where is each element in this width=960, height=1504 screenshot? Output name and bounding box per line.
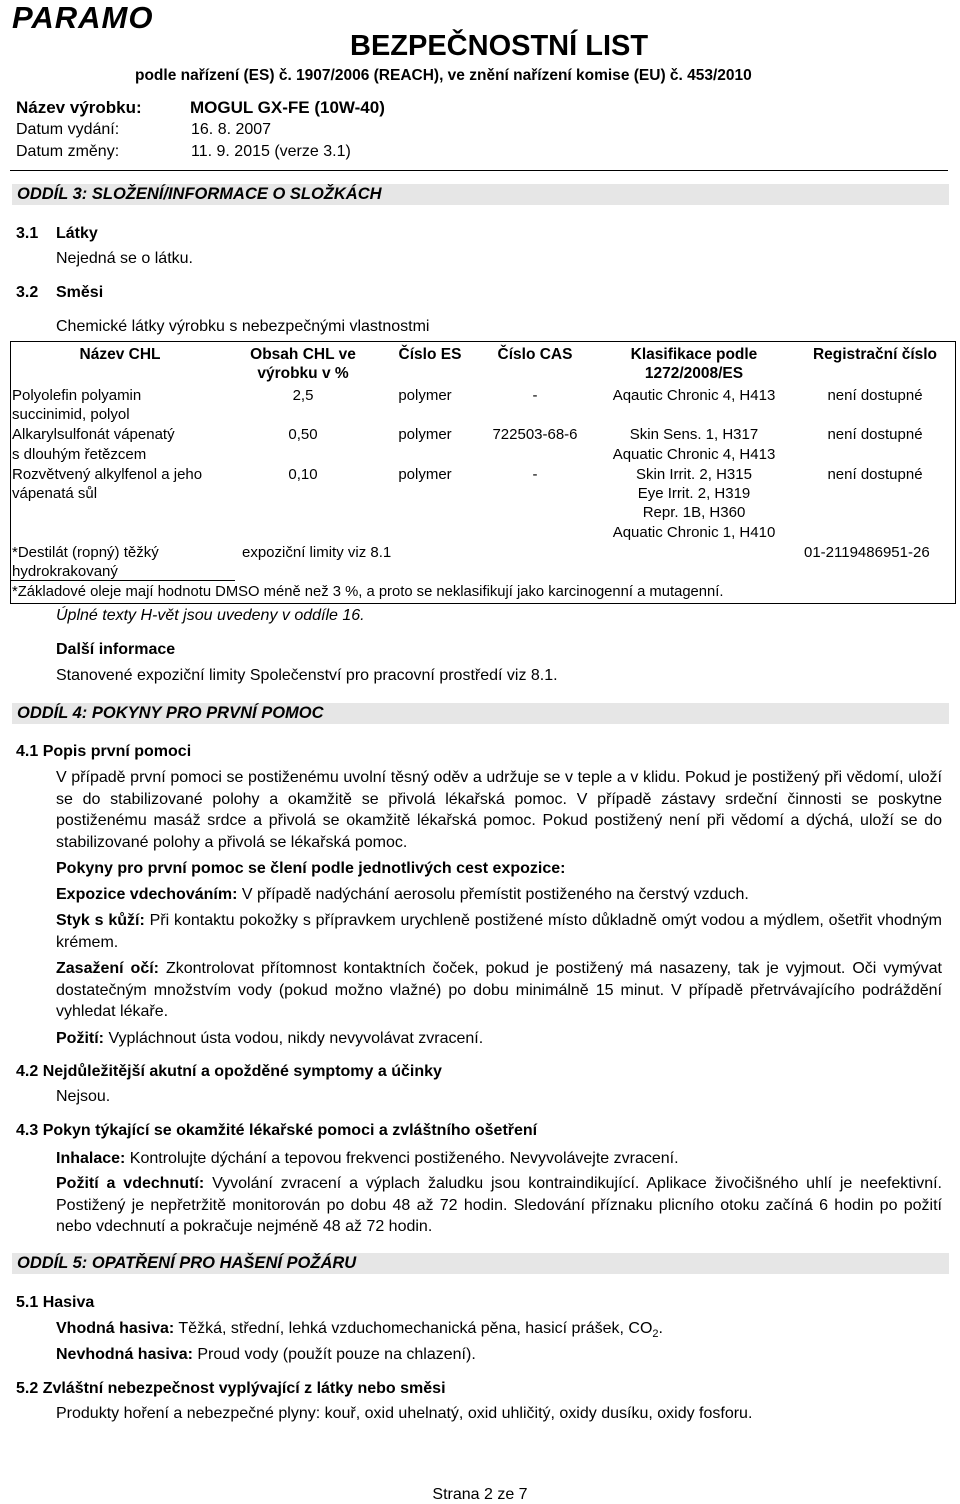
header-rule (10, 170, 948, 171)
row-2-es: polymer (398, 426, 452, 443)
ingestion-text: Vypláchnout ústa vodou, nikdy nevyvolávat zvracení. (104, 1030, 484, 1047)
eye-contact-label: Zasažení očí: (56, 960, 160, 977)
subsection-4-1-title: 4.1 Popis první pomoci (16, 743, 192, 760)
row-1-name-line-2: succinimid, polyol (12, 406, 130, 423)
company-logo: PARAMO (12, 0, 154, 35)
row-3-name-line-1: Rozvětvený alkylfenol a jeho (12, 466, 203, 483)
suitable-media-line (56, 1320, 663, 1340)
row-3-cas: - (532, 466, 538, 483)
row-2-classification-2: Aquatic Chronic 4, H413 (612, 446, 776, 463)
document-title: BEZPEČNOSTNÍ LIST (350, 30, 649, 62)
inhalation-medical-paragraph (56, 1148, 942, 1170)
row-1-content: 2,5 (292, 387, 314, 404)
change-date-label: Datum změny: (16, 143, 120, 160)
h-statements-note: Úplné texty H-vět jsou uvedeny v oddíle 16. (56, 607, 365, 624)
table-border-bottom (10, 603, 956, 604)
further-info-text: Stanovené expoziční limity Společenství pro pracovní prostředí viz 8.1. (56, 667, 558, 684)
eye-contact-paragraph (56, 958, 942, 1023)
ingestion-medical-label: Požití a vdechnutí: (56, 1175, 205, 1192)
row-3-content: 0,10 (288, 466, 318, 483)
section-3-title: ODDÍL 3: SLOŽENÍ/INFORMACE O SLOŽKÁCH (12, 184, 949, 205)
eye-contact-text: Zkontrolovat přítomnost kontaktních čoček, pokud je postižený má nasazeny, tak je vyjmout. Oči vymývat dostatečným množstvím vody (pokud možno vlažné) po dobu minimálně 15 minut. V případě přetrvávajícího podráždění vyhledat lékaře. (56, 960, 942, 1020)
inhalation-label: Expozice vdechováním: (56, 886, 238, 903)
product-name-row (16, 98, 616, 120)
ingestion-medical-text: Vyvolání zvracení a výplach žaludku jsou kontraindikující. Aplikace živočišného uhlí je neefektivní. Postižený je nepřetržitě monitorován po dobu 48 až 72 hodin. Sledování příznaku plicního otoku začíná 6 hodin po požití nebo vdechnutí a pokračuje nejméně 48 až 72 hodin. (56, 1175, 943, 1235)
issue-date-row (16, 121, 616, 141)
first-aid-instructions-heading: Pokyny pro první pomoc se člení podle jednotlivých cest expozice: (56, 860, 566, 877)
row-4-name-line-1: *Destilát (ropný) těžký (12, 544, 159, 561)
inhalation-medical-text: Kontrolujte dýchání a tepovou frekvenci postiženého. Nevyvolávejte zvracení. (125, 1150, 679, 1167)
col-header-classification-2: 1272/2008/ES (644, 365, 744, 382)
subsection-4-2-text: Nejsou. (56, 1088, 111, 1105)
product-name-value: MOGUL GX-FE (10W-40) (190, 98, 385, 117)
issue-date-label: Datum vydání: (16, 121, 120, 138)
issue-date-value: 16. 8. 2007 (191, 121, 272, 138)
row-2-content: 0,50 (288, 426, 318, 443)
skin-contact-text: Při kontaktu pokožky s přípravkem urychleně postižené místo důkladně omýt vodou a mýdlem, ošetřit vhodným krémem. (56, 912, 942, 951)
subsection-3-1-number: 3.1 (16, 225, 39, 242)
inhalation-text: V případě nadýchání aerosolu přemístit postiženého na čerstvý vzduch. (237, 886, 749, 903)
subsection-5-2-text: Produkty hoření a nebezpečné plyny: kouř, oxid uhelnatý, oxid uhličitý, oxidy dusíku, oxidy fosforu. (56, 1405, 753, 1422)
suitable-media-label: Vhodná hasiva: (56, 1320, 175, 1337)
ingestion-medical-paragraph (56, 1173, 942, 1238)
subsection-5-2-title: 5.2 Zvláštní nebezpečnost vyplývající z látky nebo směsi (16, 1380, 446, 1397)
subsection-4-3-title: 4.3 Pokyn týkající se okamžité lékařské pomoci a zvláštního ošetření (16, 1122, 538, 1139)
row-3-name-line-2: vápenatá sůl (12, 485, 98, 502)
suitable-media-subscript: 2 (652, 1328, 659, 1341)
product-name-label: Název výrobku: (16, 98, 142, 117)
row-4-registration: 01-2119486951-26 (804, 544, 930, 561)
row-3-classification-4: Aquatic Chronic 1, H410 (612, 524, 776, 541)
suitable-media-text: Těžká, střední, lehká vzduchomechanická pěna, hasicí prášek, CO (174, 1320, 653, 1337)
row-1-cas: - (532, 387, 538, 404)
row-4-exposure-limits: expoziční limity viz 8.1 (242, 544, 392, 561)
unsuitable-media-text: Proud vody (použít pouze na chlazení). (192, 1346, 476, 1363)
row-2-registration: není dostupné (827, 426, 923, 443)
table-caption: Chemické látky výrobku s nebezpečnými vlastnostmi (56, 318, 430, 335)
change-date-value: 11. 9. 2015 (verze 3.1) (191, 143, 351, 160)
table-border-top (10, 341, 956, 342)
change-date-row (16, 143, 616, 163)
suitable-media-end: . (658, 1320, 663, 1337)
page-number: Strana 2 ze 7 (432, 1486, 528, 1503)
row-3-classification-2: Eye Irrit. 2, H319 (637, 485, 751, 502)
row-1-classification: Aqautic Chronic 4, H413 (612, 387, 776, 404)
skin-contact-label: Styk s kůží: (56, 912, 145, 929)
row-1-es: polymer (398, 387, 452, 404)
table-border-right (955, 341, 956, 604)
skin-contact-paragraph (56, 910, 942, 953)
table-border-left (10, 341, 11, 604)
row-3-classification-1: Skin Irrit. 2, H315 (636, 466, 752, 483)
row-3-es: polymer (398, 466, 452, 483)
row-2-classification-1: Skin Sens. 1, H317 (629, 426, 759, 443)
col-header-classification: Klasifikace podle (630, 346, 758, 363)
col-header-es: Číslo ES (398, 346, 462, 363)
ingestion-label: Požití: (56, 1030, 104, 1047)
col-header-name: Název CHL (79, 346, 161, 363)
table-footnote: *Základové oleje mají hodnotu DMSO méně než 3 %, a proto se neklasifikují jako karcinogenní a mutagenní. (12, 584, 724, 600)
col-header-registration: Registrační číslo (812, 346, 938, 363)
subsection-3-1-title: Látky (56, 225, 98, 242)
subsection-3-1-text: Nejedná se o látku. (56, 250, 193, 267)
row-3-classification-3: Repr. 1B, H360 (642, 504, 746, 521)
row-2-name-line-2: s dlouhým řetězcem (12, 446, 147, 463)
unsuitable-media-line (56, 1346, 476, 1364)
ingestion-paragraph (56, 1028, 942, 1050)
col-header-cas: Číslo CAS (497, 346, 573, 363)
further-info-title: Další informace (56, 641, 176, 658)
row-1-name-line-1: Polyolefin polyamin (12, 387, 142, 404)
subsection-3-2-number: 3.2 (16, 284, 39, 301)
subsection-3-2-title: Směsi (56, 284, 104, 301)
col-header-content: Obsah CHL ve (250, 346, 356, 363)
row-3-registration: není dostupné (827, 466, 923, 483)
section-4-title: ODDÍL 4: POKYNY PRO PRVNÍ POMOC (12, 703, 949, 724)
row-1-registration: není dostupné (827, 387, 923, 404)
row-2-cas: 722503-68-6 (492, 426, 578, 443)
document-subtitle: podle nařízení (ES) č. 1907/2006 (REACH), ve znění nařízení komise (EU) č. 453/2010 (135, 67, 752, 84)
inhalation-paragraph (56, 884, 942, 906)
col-header-content-2: výrobku v % (257, 365, 349, 382)
subsection-5-1-title: 5.1 Hasiva (16, 1294, 95, 1311)
subsection-4-2-title: 4.2 Nejdůležitější akutní a opožděné symptomy a účinky (16, 1063, 442, 1080)
row-4-name-line-2: hydrokrakovaný (12, 563, 118, 580)
first-aid-description: V případě první pomoci se postiženému uvolní těsný oděv a udržuje se v teple a v klidu. Pokud je postižený při vědomí, uloží se do stabilizované polohy a okamžitě se přivolá lékařská pomoc. V případě zástavy srdeční činnosti se poskytne postiženému masáž srdce a přivolá se okamžitě lékařská pomoc. Pokud postižený není při vědomí a dýchá, uloží se do stabilizované polohy a přivolá se lékařská pomoc. (56, 769, 942, 851)
unsuitable-media-label: Nevhodná hasiva: (56, 1346, 193, 1363)
row-2-name-line-1: Alkarylsulfonát vápenatý (12, 426, 175, 443)
inhalation-medical-label: Inhalace: (56, 1150, 126, 1167)
section-5-title: ODDÍL 5: OPATŘENÍ PRO HAŠENÍ POŽÁRU (12, 1253, 949, 1274)
